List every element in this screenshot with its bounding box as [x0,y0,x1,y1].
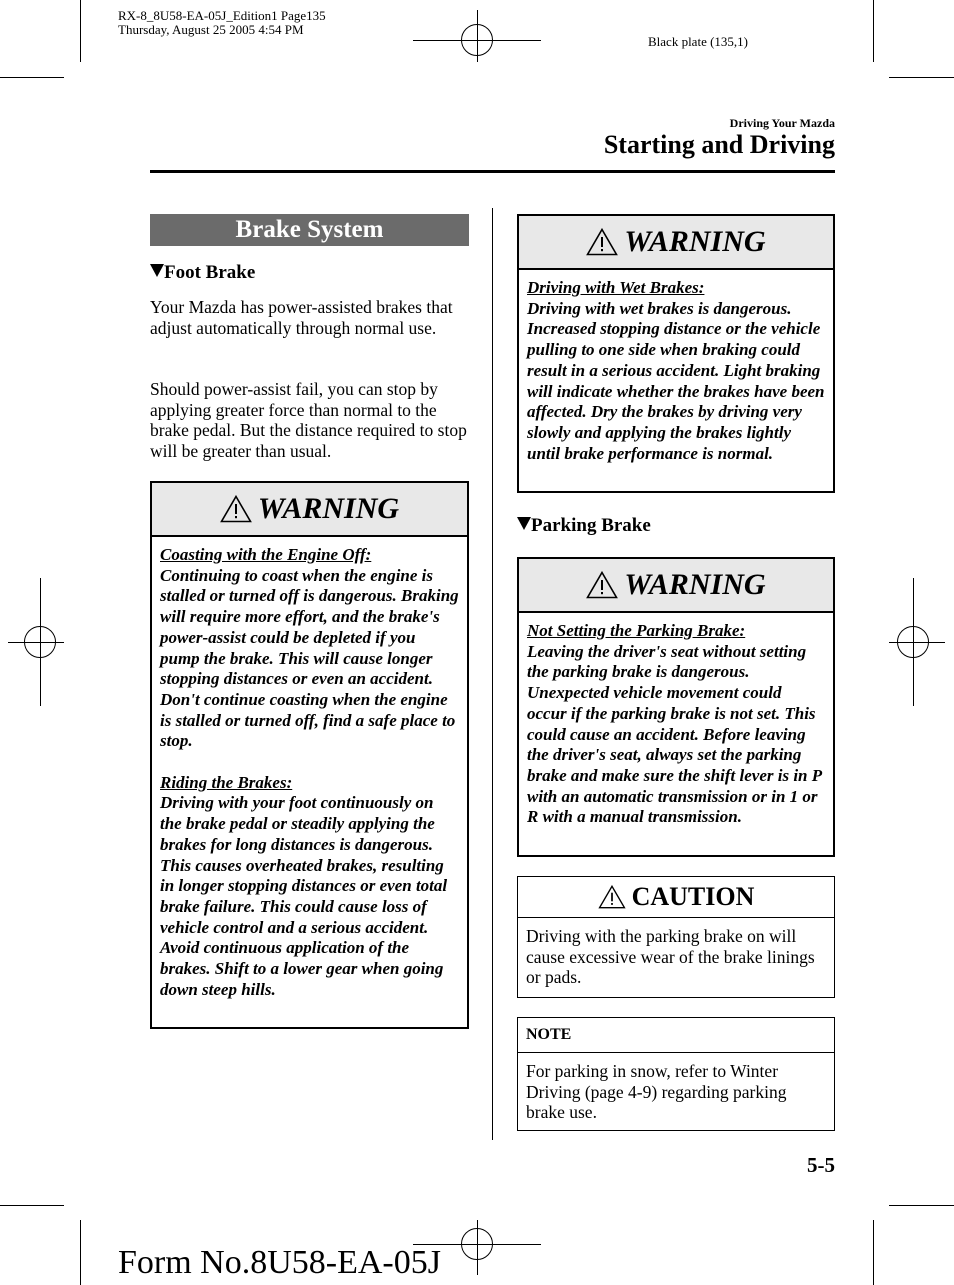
foot-brake-para-1: Your Mazda has power-assisted brakes that adjust automatically through normal use. [150,297,453,338]
chapter-title: Starting and Driving [603,130,835,159]
slug-line-1: RX-8_8U58-EA-05J_Edition1 Page135 [118,8,326,23]
warning-item-text: Driving with your foot continuously on the brake pedal or steadily applying the brakes for long distances is dangerous. This causes overheated brakes, resulting in longer stopping distances or even total brake failure. This could cause loss of vehicle control and a serious accident. Avoid continuous application of the brakes. Shift to a lower gear when going down steep hills. [160,793,448,999]
warning-box-parking-brake [517,557,835,857]
plate-label: Black plate (135,1) [648,34,748,49]
warning-triangle-icon [220,495,252,523]
warning-header [519,559,833,613]
column-divider [492,208,493,1140]
warning-title: WARNING [257,492,400,525]
note-text: For parking in snow, refer to Winter Driving (page 4-9) regarding parking brake use. [526,1061,787,1123]
warning-item-title: Coasting with the Engine Off: [160,545,372,564]
print-slug [118,9,326,37]
warning-title: WARNING [624,568,766,601]
section-banner: Brake System [150,214,469,246]
warning-item-text: Leaving the driver's seat without setting the parking brake is dangerous. Unexpected vehicle movement could occur if the parking brake is not set. This could cause an accident. Before leaving the driver's seat, always set the parking brake and make sure the shift lever is in P with an automatic transmission or in 1 or R with a manual transmission. [527,641,822,827]
warning-item-title: Not Setting the Parking Brake: [527,621,746,640]
warning-body [519,613,833,828]
slug-line-2: Thursday, August 25 2005 4:54 PM [118,22,304,37]
caution-title: CAUTION [631,882,755,911]
warning-triangle-icon [586,571,618,599]
foot-brake-heading-text: Foot Brake [164,262,256,283]
parking-brake-heading-text: Parking Brake [531,515,651,536]
caution-header [518,877,834,918]
warning-title: WARNING [624,225,766,258]
warning-body [519,270,833,464]
page-number: 5-5 [807,1153,835,1177]
triangle-down-icon [150,264,164,277]
parking-brake-heading [517,515,651,537]
warning-item-text: Driving with wet brakes is dangerous. Increased stopping distance or the vehicle pulling to one side when braking could result in a serious accident. Light braking will indicate whether the brakes have been affected. Dry the brakes by driving very slowly and applying the brakes lightly until brake performance is normal. [527,298,825,463]
section-label: Driving Your Mazda [729,116,835,130]
warning-box-coasting [150,481,469,1029]
triangle-down-icon [517,517,531,530]
warning-box-wet-brakes [517,214,835,493]
warning-item-text: Continuing to coast when the engine is stalled or turned off is dangerous. Braking will require more effort, and the brake's power-assist could be depleted if you pump the brake. This will cause longer stopping distances or even an accident. Don't continue coasting when the engine is stalled or turned off, find a safe place to stop. [160,565,459,751]
form-number: Form No.8U58-EA-05J [118,1244,441,1281]
foot-brake-heading [150,262,255,284]
header-rule [150,170,835,173]
caution-text: Driving with the parking brake on will cause excessive wear of the brake linings or pads. [526,926,815,988]
warning-header [519,216,833,270]
caution-box [517,876,835,998]
note-title: NOTE [518,1018,834,1053]
warning-item-title: Riding the Brakes: [160,772,293,792]
foot-brake-para-2: Should power-assist fail, you can stop by applying greater force than normal to the brake pedal. But the distance required to stop will be greater than usual. [150,379,467,462]
warning-item-title: Driving with Wet Brakes: [527,278,705,297]
warning-triangle-icon [598,885,626,909]
note-box [517,1017,835,1131]
warning-triangle-icon [586,228,618,256]
warning-header [152,483,467,537]
warning-body [152,537,467,1000]
